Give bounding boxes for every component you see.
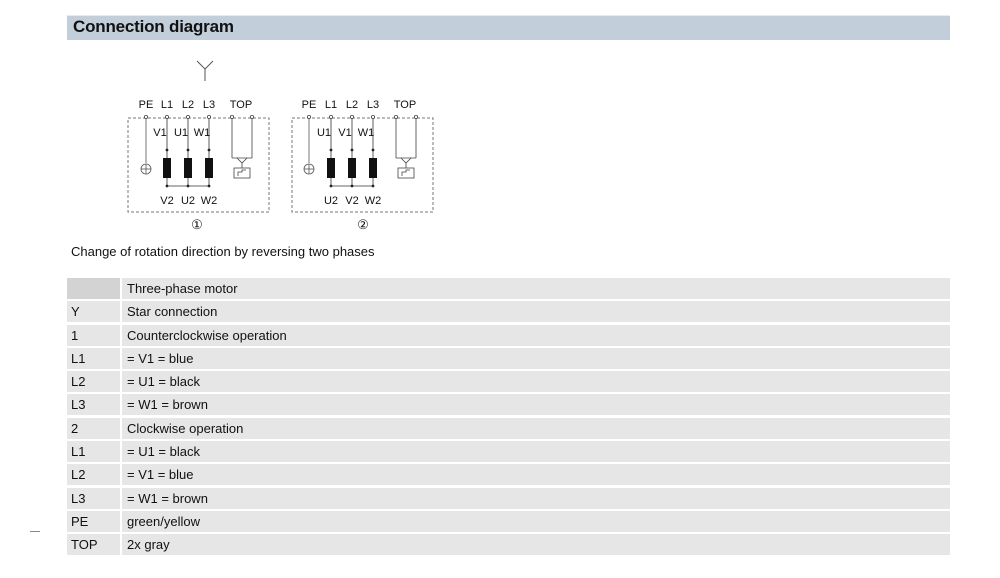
legend-key: Y: [67, 301, 120, 322]
terminal-label: L1: [160, 99, 174, 111]
diagram-number: ①: [191, 217, 203, 232]
winding-coil: [369, 158, 377, 178]
terminal-label: L2: [345, 99, 359, 111]
table-row: [67, 325, 950, 346]
thermal-protector-icon: [232, 119, 252, 178]
legend-desc: = V1 = blue: [122, 464, 950, 485]
winding-label: V2: [160, 195, 174, 207]
legend-key: TOP: [67, 534, 120, 555]
winding-coil: [205, 158, 213, 178]
legend-key: L2: [67, 464, 120, 485]
legend-desc: = V1 = blue: [122, 348, 950, 369]
table-row: [67, 278, 950, 299]
table-row: [67, 394, 950, 415]
winding-label: W1: [193, 127, 211, 139]
legend-desc: = U1 = black: [122, 441, 950, 462]
legend-desc: Clockwise operation: [122, 418, 950, 439]
terminal-label: L3: [366, 99, 380, 111]
winding-label: U1: [173, 127, 189, 139]
legend-key: L1: [67, 348, 120, 369]
legend-key: 1: [67, 325, 120, 346]
winding-label: V1: [338, 127, 352, 139]
winding-coil: [184, 158, 192, 178]
table-row: [67, 441, 950, 462]
terminal-label: TOP: [229, 99, 253, 111]
section-title: Connection diagram: [73, 17, 234, 36]
winding-label: V2: [345, 195, 359, 207]
winding-label: W2: [200, 195, 218, 207]
terminal-label: TOP: [393, 99, 417, 111]
legend-desc: Star connection: [122, 301, 950, 322]
ground-icon: [141, 164, 151, 174]
table-row: [67, 488, 950, 509]
diagram-left: [128, 99, 269, 232]
terminal-label: L1: [324, 99, 338, 111]
winding-coil: [348, 158, 356, 178]
legend-key: [67, 278, 120, 299]
legend-desc: Counterclockwise operation: [122, 325, 950, 346]
page-margin-mark: [30, 531, 40, 532]
terminal-label: PE: [138, 99, 154, 111]
table-row: [67, 371, 950, 392]
legend-desc: = W1 = brown: [122, 394, 950, 415]
legend-desc: = U1 = black: [122, 371, 950, 392]
terminal-label: PE: [301, 99, 317, 111]
winding-label: U2: [323, 195, 339, 207]
table-row: [67, 301, 950, 322]
legend-key: PE: [67, 511, 120, 532]
table-row: [67, 348, 950, 369]
winding-label: U2: [180, 195, 196, 207]
terminal-label: L2: [181, 99, 195, 111]
table-row: [67, 511, 950, 532]
legend-desc: Three-phase motor: [122, 278, 950, 299]
legend-desc: = W1 = brown: [122, 488, 950, 509]
connection-diagram: [0, 0, 1000, 240]
legend-key: L3: [67, 488, 120, 509]
legend-desc: green/yellow: [122, 511, 950, 532]
winding-label: W1: [357, 127, 375, 139]
thermal-protector-icon: [396, 119, 416, 178]
table-row: [67, 534, 950, 555]
table-row: [67, 464, 950, 485]
winding-coil: [327, 158, 335, 178]
diagram-number: ②: [357, 217, 369, 232]
legend-key: L2: [67, 371, 120, 392]
legend-table: [67, 278, 950, 558]
winding-label: V1: [153, 127, 167, 139]
winding-label: W2: [364, 195, 382, 207]
legend-key: L3: [67, 394, 120, 415]
winding-coil: [163, 158, 171, 178]
table-row: [67, 418, 950, 439]
ground-icon: [304, 164, 314, 174]
legend-desc: 2x gray: [122, 534, 950, 555]
legend-key: 2: [67, 418, 120, 439]
winding-label: U1: [316, 127, 332, 139]
diagram-right: [292, 99, 433, 232]
diagram-caption: Change of rotation direction by reversing two phases: [71, 244, 375, 259]
terminal-label: L3: [202, 99, 216, 111]
star-symbol-icon: [197, 61, 213, 81]
legend-key: L1: [67, 441, 120, 462]
